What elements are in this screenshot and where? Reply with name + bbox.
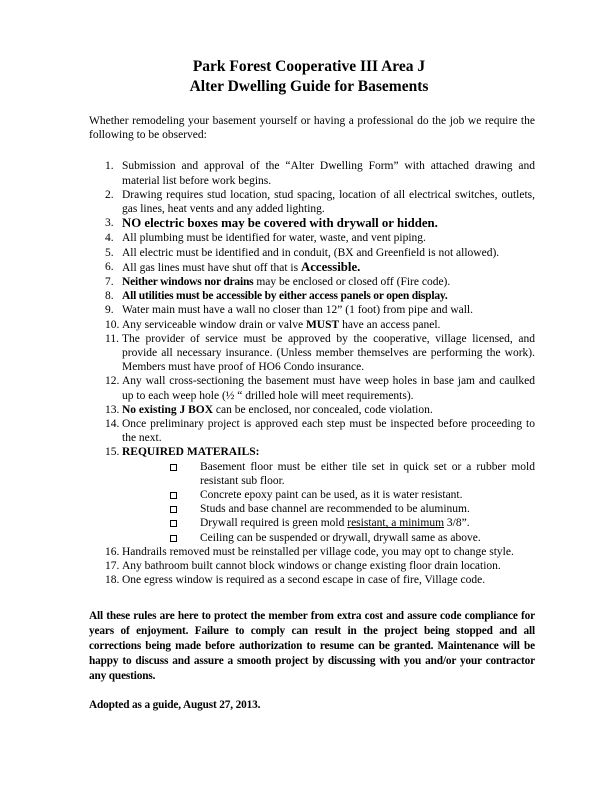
text-run: All gas lines must have shut off that is bbox=[122, 261, 301, 274]
list-item bbox=[89, 374, 535, 402]
text-run: Once preliminary project is approved each step must be inspected before proceeding to the next. bbox=[122, 418, 535, 445]
intro-paragraph: Whether remodeling your basement yourself or having a professional do the job we require the following to be observed: bbox=[89, 115, 535, 142]
list-item bbox=[89, 159, 535, 187]
text-run: Drawing requires stud location, stud spacing, location of all electrical switches, outlets, gas lines, heat vents and any added lighting. bbox=[122, 188, 535, 216]
sub-list-item-text bbox=[200, 517, 470, 529]
list-item-text bbox=[122, 160, 535, 186]
checkbox-bullet-icon bbox=[170, 492, 177, 499]
list-item bbox=[89, 559, 535, 573]
list-item-text bbox=[122, 574, 485, 586]
text-run: Water main must have a wall no closer than 12” (1 foot) from pipe and wall. bbox=[122, 304, 473, 317]
title-line-1: Park Forest Cooperative III Area J bbox=[192, 58, 426, 75]
list-item-number: 15. bbox=[105, 446, 120, 459]
text-run: All plumbing must be identified for water, waste, and vent piping. bbox=[122, 232, 426, 245]
list-item-text bbox=[122, 404, 433, 416]
text-run: Ceiling can be suspended or drywall, drywall same as above. bbox=[200, 531, 481, 544]
list-item-text bbox=[122, 276, 450, 288]
text-run: Concrete epoxy paint can be used, as it is water resistant. bbox=[200, 489, 463, 502]
text-run: The provider of service must be approved by the cooperative, village licensed, and provide all necessary insurance. (Unless member themselves are performing the work). Members must have proof of HO6 Condo insurance. bbox=[122, 332, 535, 374]
text-run: Handrails removed must be reinstalled per village code, you may opt to change style. bbox=[122, 545, 514, 558]
list-item-number: 13. bbox=[105, 403, 120, 416]
list-item-text bbox=[122, 259, 361, 274]
list-item-text bbox=[122, 560, 501, 572]
text-run: Any bathroom built cannot block windows or change existing floor drain location. bbox=[122, 560, 501, 573]
sub-list-item bbox=[89, 502, 535, 516]
list-item-number: 17. bbox=[105, 560, 120, 573]
list-item-number: 16. bbox=[105, 545, 120, 558]
list-item bbox=[89, 303, 535, 317]
text-run: MUST bbox=[305, 318, 340, 331]
list-item-number: 5. bbox=[105, 246, 114, 259]
list-item-text bbox=[122, 218, 438, 230]
text-run: One egress window is required as a second escape in case of fire, Village code. bbox=[122, 574, 486, 587]
list-item-number: 1. bbox=[105, 160, 114, 173]
text-run: 3/8”. bbox=[444, 517, 470, 530]
text-run: Any serviceable window drain or valve bbox=[122, 318, 306, 331]
list-item-text bbox=[122, 446, 259, 458]
list-item-number: 14. bbox=[105, 418, 120, 431]
text-run: No existing J BOX bbox=[122, 403, 214, 416]
list-item-text bbox=[122, 189, 535, 215]
list-item-number: 18. bbox=[105, 574, 120, 587]
list-item-number: 7. bbox=[105, 276, 114, 289]
sub-list-item bbox=[89, 460, 535, 488]
list-item-text bbox=[122, 333, 535, 373]
list-item-text bbox=[122, 546, 514, 558]
list-item-number: 6. bbox=[105, 260, 114, 273]
sub-list-item bbox=[89, 488, 535, 502]
list-item bbox=[89, 289, 535, 303]
sub-list-item bbox=[89, 531, 535, 545]
list-item bbox=[89, 403, 535, 417]
list-item-number: 12. bbox=[105, 375, 120, 388]
checkbox-bullet-icon bbox=[170, 520, 177, 527]
title-line-2: Alter Dwelling Guide for Basements bbox=[189, 78, 429, 95]
checkbox-bullet-icon bbox=[170, 506, 177, 513]
text-run: Neither windows nor drains bbox=[122, 276, 254, 289]
list-item-text bbox=[122, 375, 535, 401]
list-item-number: 10. bbox=[105, 318, 120, 331]
closing-paragraph: All these rules are here to protect the member from extra cost and assure code compliance for years of enjoyment. Failure to comply can result in the project being stopped and all corrections being made before authorization to resume can be granted. Maintenance will be happy to discuss and assure a smooth project by discussing with you and/or your contractor any questions. bbox=[89, 609, 535, 682]
list-item-text bbox=[122, 290, 448, 302]
list-item-text bbox=[122, 232, 426, 244]
list-item-text bbox=[122, 418, 535, 444]
text-run: NO electric boxes may be covered with drywall or hidden. bbox=[122, 216, 438, 231]
list-item-number: 11. bbox=[105, 332, 119, 345]
list-item-number: 3. bbox=[105, 217, 114, 230]
checkbox-bullet-icon bbox=[170, 464, 177, 471]
text-run: have an access panel. bbox=[339, 318, 441, 331]
text-run: can be enclosed, nor concealed, code violation. bbox=[213, 403, 433, 416]
text-run: REQUIRED MATERAILS: bbox=[122, 446, 260, 459]
rules-list bbox=[89, 159, 535, 587]
list-item-number: 4. bbox=[105, 232, 114, 245]
sub-list-item-text bbox=[200, 461, 535, 487]
list-item bbox=[89, 573, 535, 587]
text-run: Studs and base channel are recommended to be aluminum. bbox=[200, 503, 470, 516]
sub-list-item bbox=[89, 516, 535, 530]
sub-list-item-text bbox=[200, 532, 481, 544]
adopted-date-line: Adopted as a guide, August 27, 2013. bbox=[89, 698, 261, 711]
list-item-text bbox=[122, 319, 440, 331]
list-item bbox=[89, 417, 535, 445]
text-run: Drywall required is green mold bbox=[200, 517, 348, 530]
sub-list-item-text bbox=[200, 489, 463, 501]
list-item-number: 8. bbox=[105, 290, 114, 303]
list-item bbox=[89, 318, 535, 332]
checkbox-bullet-icon bbox=[170, 535, 177, 542]
list-item bbox=[89, 188, 535, 216]
list-item bbox=[89, 231, 535, 245]
list-item-text bbox=[122, 304, 473, 316]
text-run: Accessible. bbox=[300, 259, 361, 274]
list-item bbox=[89, 332, 535, 375]
list-item bbox=[89, 445, 535, 459]
list-item bbox=[89, 246, 535, 260]
list-item-number: 9. bbox=[105, 304, 114, 317]
text-run: may be enclosed or closed off (Fire code). bbox=[253, 276, 451, 289]
text-run: resistant, a minimum bbox=[347, 517, 445, 530]
text-run: Any wall cross-sectioning the basement must have weep holes in base jam and caulked up to each weep hole (½ “ drilled hole will meet requirements). bbox=[122, 375, 535, 402]
list-item-text bbox=[122, 247, 499, 259]
document-title bbox=[83, 57, 535, 97]
text-run: Submission and approval of the “Alter Dwelling Form” with attached drawing and material list before work begins. bbox=[122, 160, 535, 187]
list-item bbox=[89, 545, 535, 559]
sub-list-item-text bbox=[200, 503, 470, 515]
list-item bbox=[89, 216, 535, 231]
text-run: Basement floor must be either tile set in quick set or a rubber mold resistant sub floor. bbox=[200, 460, 535, 487]
list-item-number: 2. bbox=[105, 188, 114, 201]
list-item bbox=[89, 275, 535, 289]
text-run: All utilities must be accessible by either access panels or open display. bbox=[122, 290, 448, 303]
text-run: All electric must be identified and in conduit, (BX and Greenfield is not allowed). bbox=[122, 246, 500, 259]
list-item bbox=[89, 260, 535, 275]
